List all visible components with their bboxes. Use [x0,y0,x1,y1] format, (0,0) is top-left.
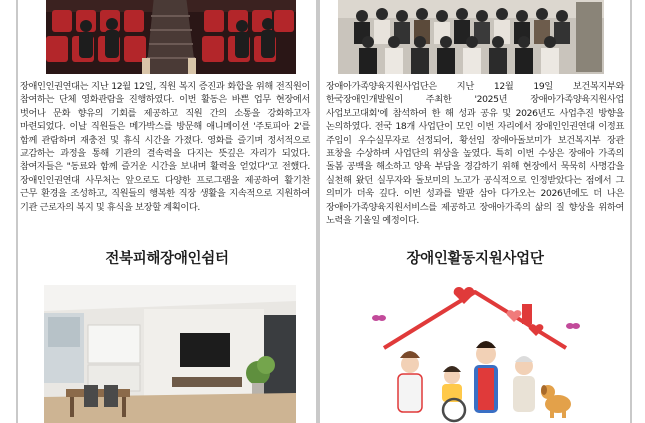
care-illustration [364,282,586,423]
group-photo [338,0,604,74]
article-card-family-support [318,0,632,239]
section-title: 전북피해장애인쉼터 [105,251,229,267]
article-body: 장애인인권연대는 지난 12월 12일, 직원 복지 증진과 화합을 위해 전직원이 참여하는 단체 영화관람을 진행하였다. 이번 활동은 바쁜 업무 현장에서 벗어나 문화 향유의 기회를 제공하고 직원 간의 소통을 강화하고자 마련되었다. 이날 직원들은 메가박스를 방문해 애니메이션 '주토피아 2'를 함께 관람하며 재충전 및 휴식 시간을 가졌다. 영화를 즐기며 정서적으로 교감하는 과정을 통해 기관의 결속력을 다지는 뜻깊은 자리가 되었다. 참여자들은 "동료와 함께 즐거운 시간을 보내며 활력을 얻었다"고 전했다. 장애인인권연대 사무처는 앞으로도 다양한 프로그램을 제공하여 활기찬 근무 환경을 조성하고, 직원들의 행복한 직장 생활을 지속적으로 지원하여 기관 근로자의 복지 및 휴식을 보장할 계획이다. [20,81,310,213]
section-title: 장애인활동지원사업단 [406,251,544,267]
section-card-activity-support [318,238,632,423]
cinema-photo [46,0,296,74]
section-card-shelter [16,238,318,423]
article-body: 장애아가족양육지원사업단은 지난 12월 19일 보건복지부와 한국장애인개발원이 주최한 '2025년 장애아가족양육지원사업 사업보고대회'에 참석하여 한 해 성과 공유 및 2026년도 사업추진 방향을 논의하였다. 전국 18개 사업단이 모인 이번 자리에서 장애인인권연대 이정표 주임이 우수실무자로 선정되어, 황선임 장애아돌보미가 보건복지부 장관 표창을 수상하며 사업단의 위상을 높였다. 특히 이번 수상은 장애아 가족의 돌봄 공백을 해소하고 양육 부담을 경감하기 위해 현장에서 묵묵히 사명감을 실천해 왔던 실무자와 돌보미의 노고가 공식적으로 인정받았다는 점에서 그 의미가 더욱 깊다. 이번 성과를 발판 삼아 다가오는 2026년에도 더 나은 장애아가족양육지원서비스를 제공하고 장애아가족의 삶의 질 향상을 위하여 노력을 기울일 예정이다. [326,81,624,227]
article-card-movie-outing [16,0,318,239]
room-photo [44,285,296,423]
